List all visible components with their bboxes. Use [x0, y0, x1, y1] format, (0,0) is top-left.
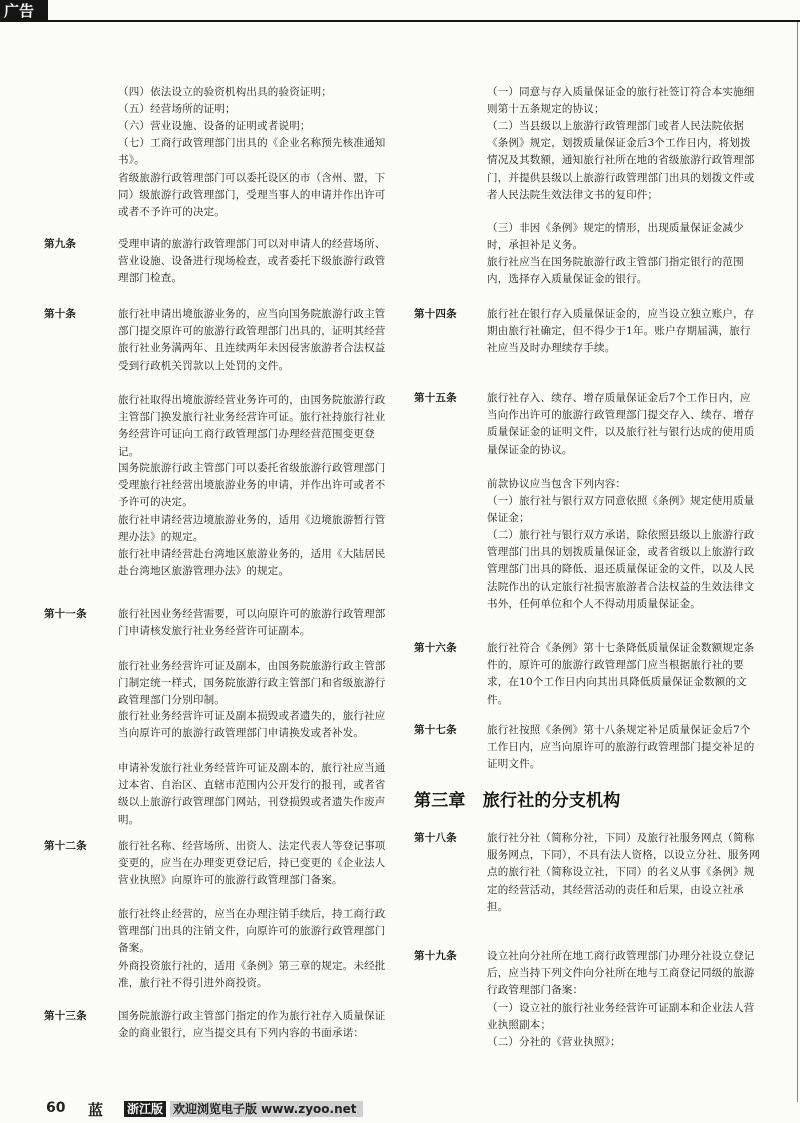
- header-rule: [0, 20, 800, 22]
- article-12-para-2: 旅行社终止经营的，应当在办理注销手续后，持工商行政管理部门出具的注销文件，向原许可的旅游行政管理部门备案。: [118, 908, 386, 955]
- left-intro-2: （五）经营场所的证明；: [118, 103, 236, 115]
- chapter-title: 第三章 旅行社的分支机构: [414, 791, 621, 811]
- article-18-label: 第十八条: [414, 832, 457, 844]
- article-10-para-1: 旅行社申请出境旅游业务的，应当向国务院旅游行政主管部门提交原许可的旅游行政管理部门出具的，证明其经营旅行社业务满两年、且连续两年未因侵害旅游者合法权益受到行政机关罚款以上处罚的文件。: [118, 308, 386, 372]
- article-15-para-1: 旅行社存入、续存、增存质量保证金后7个工作日内，应当向作出许可的旅游行政管理部门提交存入、续存、增存质量保证金的证明文件，以及旅行社与银行达成的使用质量保证金的协议。: [487, 392, 755, 456]
- left-intro-3: （六）营业设施、设备的证明或者说明；: [118, 120, 311, 132]
- article-9-label: 第九条: [44, 238, 77, 250]
- right-margin-rule: [797, 22, 798, 1102]
- article-12-label: 第十二条: [44, 840, 87, 852]
- right-intro-2: （二）当县级以上旅游行政管理部门或者人民法院依据《条例》规定，划拨质量保证金后3个工作日内，将划拨情况及其数额，通知旅行社所在地的省级旅游行政管理部门，并提供县级以上旅游行政管理部门出具的划拨文件或者人民法院生效法律文书的复印件；: [487, 120, 755, 201]
- article-11-para-1: 旅行社因业务经营需要，可以向原许可的旅游行政管理部门申请核发旅行社业务经营许可证副本。: [118, 608, 386, 638]
- article-17-para-1: 旅行社按照《条例》第十八条规定补足质量保证金后7个工作日内，应当向原许可的旅游行政管理部门提交补足的证明文件。: [487, 724, 755, 771]
- left-intro-4: （七）工商行政管理部门出具的《企业名称预先核准通知书》。: [118, 137, 386, 167]
- article-15-para-3: （一）旅行社与银行双方同意依照《条例》规定使用质量保证金；: [487, 495, 755, 525]
- article-13-para-1: 国务院旅游行政主管部门指定的作为旅行社存入质量保证金的商业银行，应当提交具有下列内容的书面承诺：: [118, 1010, 386, 1040]
- article-19-para-3: （二）分社的《营业执照》；: [487, 1036, 621, 1048]
- article-10-label: 第十条: [44, 308, 77, 320]
- article-11-para-4: 申请补发旅行社业务经营许可证及副本的，旅行社应当通过本省、自治区、直辖市范围内公开发行的报刊，或者省级以上旅游行政管理部门网站，刊登损毁或者遗失作废声明。: [118, 762, 386, 826]
- article-10-para-3: 国务院旅游行政主管部门可以委托省级旅游行政管理部门受理旅行社经营出境旅游业务的申请，并作出许可或者不予许可的决定。: [118, 462, 386, 509]
- right-intro-4: 旅行社应当在国务院旅游行政主管部门指定银行的范围内，选择存入质量保证金的银行。: [487, 256, 744, 286]
- page-footer: [0, 1096, 800, 1120]
- website-banner: 欢迎浏览电子版 www.zyoo.net: [170, 1101, 363, 1117]
- article-10-para-4: 旅行社申请经营边境旅游业务的，适用《边境旅游暂行管理办法》的规定。: [118, 514, 386, 544]
- ad-label: 广告: [4, 2, 35, 20]
- article-14-label: 第十四条: [414, 308, 457, 320]
- article-14-para-1: 旅行社在银行存入质量保证金的，应当设立独立账户，存期由旅行社确定，但不得少于1年。账户存期届满，旅行社应当及时办理续存手续。: [487, 308, 755, 355]
- page-number: 60: [46, 1100, 66, 1116]
- article-11-label: 第十一条: [44, 608, 87, 620]
- article-15-para-2: 前款协议应当包含下列内容：: [487, 478, 627, 490]
- ad-tab: [0, 0, 48, 22]
- article-11-para-3: 旅行社业务经营许可证及副本损毁或者遗失的，旅行社应当向原许可的旅游行政管理部门申请换发或者补发。: [118, 710, 386, 740]
- article-18-para-1: 旅行社分社（简称分社，下同）及旅行社服务网点（简称服务网点，下同），不具有法人资格，以设立分社、服务网点的旅行社（简称设立社，下同）的名义从事《条例》规定的经营活动，其经营活动的责任和后果，由设立社承担。: [487, 832, 760, 913]
- left-intro-5: 省级旅游行政管理部门可以委托设区的市（含州、盟，下同）级旅游行政管理部门，受理当事人的申请并作出许可或者不予许可的决定。: [118, 172, 386, 219]
- article-15-label: 第十五条: [414, 392, 457, 404]
- article-15-para-4: （二）旅行社与银行双方承诺，除依照县级以上旅游行政管理部门出具的划拨质量保证金，或者省级以上旅游行政管理部门出具的降低、退还质量保证金的文件，以及人民法院作出的认定旅行社损害旅游者合法权益的生效法律文书外，任何单位和个人不得动用质量保证金。: [487, 529, 755, 610]
- left-intro-1: （四）依法设立的验资机构出具的验资证明；: [118, 86, 332, 98]
- article-12-para-1: 旅行社名称、经营场所、出资人、法定代表人等登记事项变更的，应当在办理变更登记后，持已变更的《企业法人营业执照》向原许可的旅游行政管理部门备案。: [118, 840, 386, 887]
- right-intro-3: （三）非因《条例》规定的情形，出现质量保证金减少时，承担补足义务。: [487, 222, 744, 252]
- article-19-para-1: 设立社向分社所在地工商行政管理部门办理分社设立登记后，应当持下列文件向分社所在地与工商登记同级的旅游行政管理部门备案：: [487, 950, 755, 997]
- article-16-para-1: 旅行社符合《条例》第十七条降低质量保证金数额规定条件的，原许可的旅游行政管理部门应当根据旅行社的要求，在10个工作日内向其出具降低质量保证金数额的文件。: [487, 642, 755, 706]
- article-17-label: 第十七条: [414, 724, 457, 736]
- article-19-para-2: （一）设立社的旅行社业务经营许可证副本和企业法人营业执照副本；: [487, 1002, 755, 1032]
- article-19-label: 第十九条: [414, 950, 457, 962]
- article-10-para-2: 旅行社取得出境旅游经营业务许可的，由国务院旅游行政主管部门换发旅行社业务经营许可证。旅行社持旅行社业务经营许可证向工商行政管理部门办理经营范围变更登记。: [118, 394, 386, 458]
- article-12-para-3: 外商投资旅行社的，适用《条例》第三章的规定。未经批准，旅行社不得引进外商投资。: [118, 960, 386, 990]
- article-9-para-1: 受理申请的旅游行政管理部门可以对申请人的经营场所、营业设施、设备进行现场检查，或者委托下级旅游行政管理部门检查。: [118, 238, 386, 285]
- article-10-para-5: 旅行社申请经营赴台湾地区旅游业务的，适用《大陆居民赴台湾地区旅游管理办法》的规定。: [118, 548, 386, 578]
- article-13-label: 第十三条: [44, 1010, 87, 1022]
- article-16-label: 第十六条: [414, 642, 457, 654]
- brand-logo: 蓝: [88, 1101, 104, 1119]
- right-intro-1: （一）同意与存入质量保证金的旅行社签订符合本实施细则第十五条规定的协议；: [487, 86, 755, 116]
- edition-badge: 浙江版: [124, 1101, 166, 1117]
- article-11-para-2: 旅行社业务经营许可证及副本，由国务院旅游行政主管部门制定统一样式，国务院旅游行政主管部门和省级旅游行政管理部门分别印制。: [118, 660, 386, 707]
